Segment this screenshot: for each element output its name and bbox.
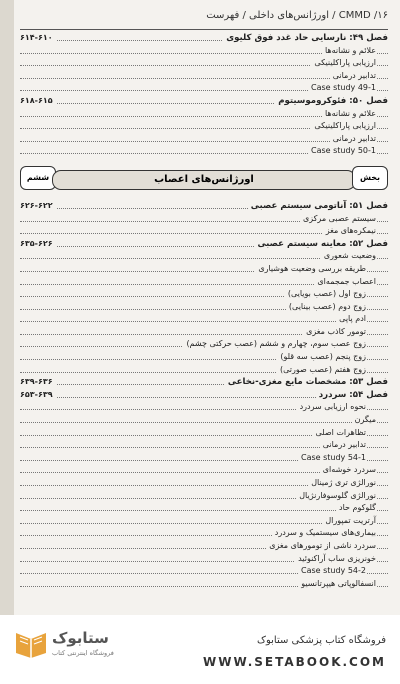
toc-topic-row xyxy=(20,338,388,351)
store-website[interactable]: WWW.SETABOOK.COM xyxy=(202,655,386,669)
toc-entry-title: تدابیر درمانی xyxy=(320,439,366,452)
toc-topic-row xyxy=(20,133,388,146)
toc-topic-row xyxy=(20,565,388,578)
toc-entry-title: Case study 49-1 xyxy=(308,82,376,95)
toc-topic-row xyxy=(20,515,388,528)
toc-topic-row xyxy=(20,439,388,452)
toc-chapter-row xyxy=(20,376,388,389)
table-of-contents xyxy=(20,32,388,590)
book-logo-icon xyxy=(14,627,48,659)
toc-topic-row xyxy=(20,276,388,289)
toc-topic-row xyxy=(20,45,388,58)
toc-entry-title: فصل ۵۴: سردرد xyxy=(316,389,388,402)
toc-topic-row xyxy=(20,578,388,591)
toc-entry-title: فصل ۵۳: مشخصات مایع مغزی-نخاعی xyxy=(225,376,388,389)
toc-entry-title: نورالژی گلوسوفارنژیال xyxy=(296,490,376,503)
toc-entry-title: علائم و نشانه‌ها xyxy=(322,45,376,58)
toc-topic-row xyxy=(20,364,388,377)
toc-entry-title: تدابیر درمانی xyxy=(330,133,376,146)
toc-topic-row xyxy=(20,225,388,238)
toc-entry-title: Case study 54-2 xyxy=(298,565,366,578)
toc-entry-title: Case study 54-1 xyxy=(298,452,366,465)
toc-entry-title: زوج پنجم (عصب سه قلو) xyxy=(277,351,366,364)
toc-page-range: ۶۳۵-۶۲۶ xyxy=(20,238,56,251)
toc-entry-title: ادم پاپی xyxy=(336,313,366,326)
toc-entry-title: ارزیابی پاراکلینیکی xyxy=(311,120,376,133)
toc-topic-row xyxy=(20,553,388,566)
toc-chapter-row xyxy=(20,238,388,251)
toc-chapter-row xyxy=(20,32,388,45)
toc-entry-title: علائم و نشانه‌ها xyxy=(322,108,376,121)
toc-topic-row xyxy=(20,145,388,158)
toc-entry-title: فصل ۵۲: معاینه سیستم عصبی xyxy=(254,238,388,251)
toc-topic-row xyxy=(20,351,388,364)
part-banner xyxy=(20,164,388,194)
part-label-right: بخش xyxy=(352,166,388,190)
toc-entry-title: سردرد ناشی از تومورهای مغزی xyxy=(266,540,376,553)
store-name: فروشگاه کتاب پزشکی ستابوک xyxy=(257,635,386,646)
logo-tagline: فروشگاه اینترنتی کتاب xyxy=(52,649,114,657)
toc-topic-row xyxy=(20,57,388,70)
toc-entry-title: Case study 50-1 xyxy=(308,145,376,158)
toc-entry-title: سیستم عصبی مرکزی xyxy=(300,213,376,226)
toc-topic-row xyxy=(20,414,388,427)
toc-chapter-row xyxy=(20,389,388,402)
toc-topic-row xyxy=(20,540,388,553)
toc-topic-row xyxy=(20,326,388,339)
toc-entry-title: نحوه ارزیابی سردرد xyxy=(297,401,366,414)
part-label-left: ششم xyxy=(20,166,56,190)
toc-topic-row xyxy=(20,250,388,263)
toc-entry-title: بیماری‌های سیستمیک و سردرد xyxy=(272,527,376,540)
toc-topic-row xyxy=(20,288,388,301)
toc-topic-row xyxy=(20,82,388,95)
toc-entry-title: زوج عصب سوم، چهارم و ششم (عصب حرکتی چشم) xyxy=(183,338,366,351)
toc-chapter-row xyxy=(20,95,388,108)
toc-topic-row xyxy=(20,70,388,83)
toc-entry-title: فصل ۴۹: نارسایی حاد غدد فوق کلیوی xyxy=(223,32,388,45)
toc-entry-title: تدابیر درمانی xyxy=(330,70,376,83)
toc-entry-title: فصل ۵۱: آناتومی سیستم عصبی xyxy=(248,200,388,213)
running-header: ۱۶/ CMMD / اورژانس‌های داخلی / فهرست xyxy=(20,10,388,28)
toc-topic-row xyxy=(20,213,388,226)
toc-entry-title: سردرد خوشه‌ای xyxy=(320,464,376,477)
toc-entry-title: زوج اول (عصب بویایی) xyxy=(285,288,366,301)
toc-page-range: ۶۱۴-۶۱۰ xyxy=(20,32,56,45)
toc-topic-row xyxy=(20,120,388,133)
toc-section-2 xyxy=(20,200,388,590)
toc-entry-title: فصل ۵۰: فئوکروموسیتوم xyxy=(275,95,388,108)
toc-entry-title: گلوکوم حاد xyxy=(336,502,376,515)
toc-page-range: ۶۲۶-۶۲۲ xyxy=(20,200,56,213)
toc-topic-row xyxy=(20,452,388,465)
toc-entry-title: تظاهرات اصلی xyxy=(313,427,367,440)
toc-entry-title: زوج دوم (عصب بینایی) xyxy=(286,301,366,314)
toc-entry-title: طریقه بررسی وضعیت هوشیاری xyxy=(255,263,366,276)
toc-topic-row xyxy=(20,427,388,440)
toc-entry-title: خونریزی ساب آراکنوئید xyxy=(295,553,376,566)
logo-name: ستابوک xyxy=(52,629,109,647)
toc-topic-row xyxy=(20,477,388,490)
toc-entry-title: انسفالوپاتی هیپرتانسیو xyxy=(298,578,376,591)
toc-entry-title: نورالژی تری ژمینال xyxy=(308,477,376,490)
page-edge xyxy=(0,0,14,615)
toc-topic-row xyxy=(20,263,388,276)
toc-topic-row xyxy=(20,108,388,121)
toc-entry-title: اعصاب جمجمه‌ای xyxy=(314,276,376,289)
watermark-footer xyxy=(0,615,400,684)
toc-entry-title: میگرن xyxy=(352,414,376,427)
toc-entry-title: نیمکره‌های مغز xyxy=(323,225,376,238)
part-title: اورژانس‌های اعصاب xyxy=(52,170,356,190)
toc-entry-title: زوج هفتم (عصب صورتی) xyxy=(277,364,366,377)
toc-topic-row xyxy=(20,464,388,477)
toc-entry-title: ارزیابی پاراکلینیکی xyxy=(311,57,376,70)
toc-topic-row xyxy=(20,401,388,414)
toc-entry-title: آرتریت تمپورال xyxy=(322,515,376,528)
toc-page-range: ۶۳۹-۶۳۶ xyxy=(20,376,56,389)
toc-page-range: ۶۱۸-۶۱۵ xyxy=(20,95,56,108)
toc-chapter-row xyxy=(20,200,388,213)
toc-topic-row xyxy=(20,490,388,503)
store-logo xyxy=(14,627,114,661)
toc-section-1 xyxy=(20,32,388,158)
toc-page-range: ۶۵۳-۶۳۹ xyxy=(20,389,56,402)
toc-topic-row xyxy=(20,301,388,314)
toc-entry-title: تومور کاذب مغزی xyxy=(303,326,366,339)
toc-entry-title: وضعیت شعوری xyxy=(321,250,376,263)
toc-topic-row xyxy=(20,502,388,515)
toc-topic-row xyxy=(20,527,388,540)
toc-topic-row xyxy=(20,313,388,326)
